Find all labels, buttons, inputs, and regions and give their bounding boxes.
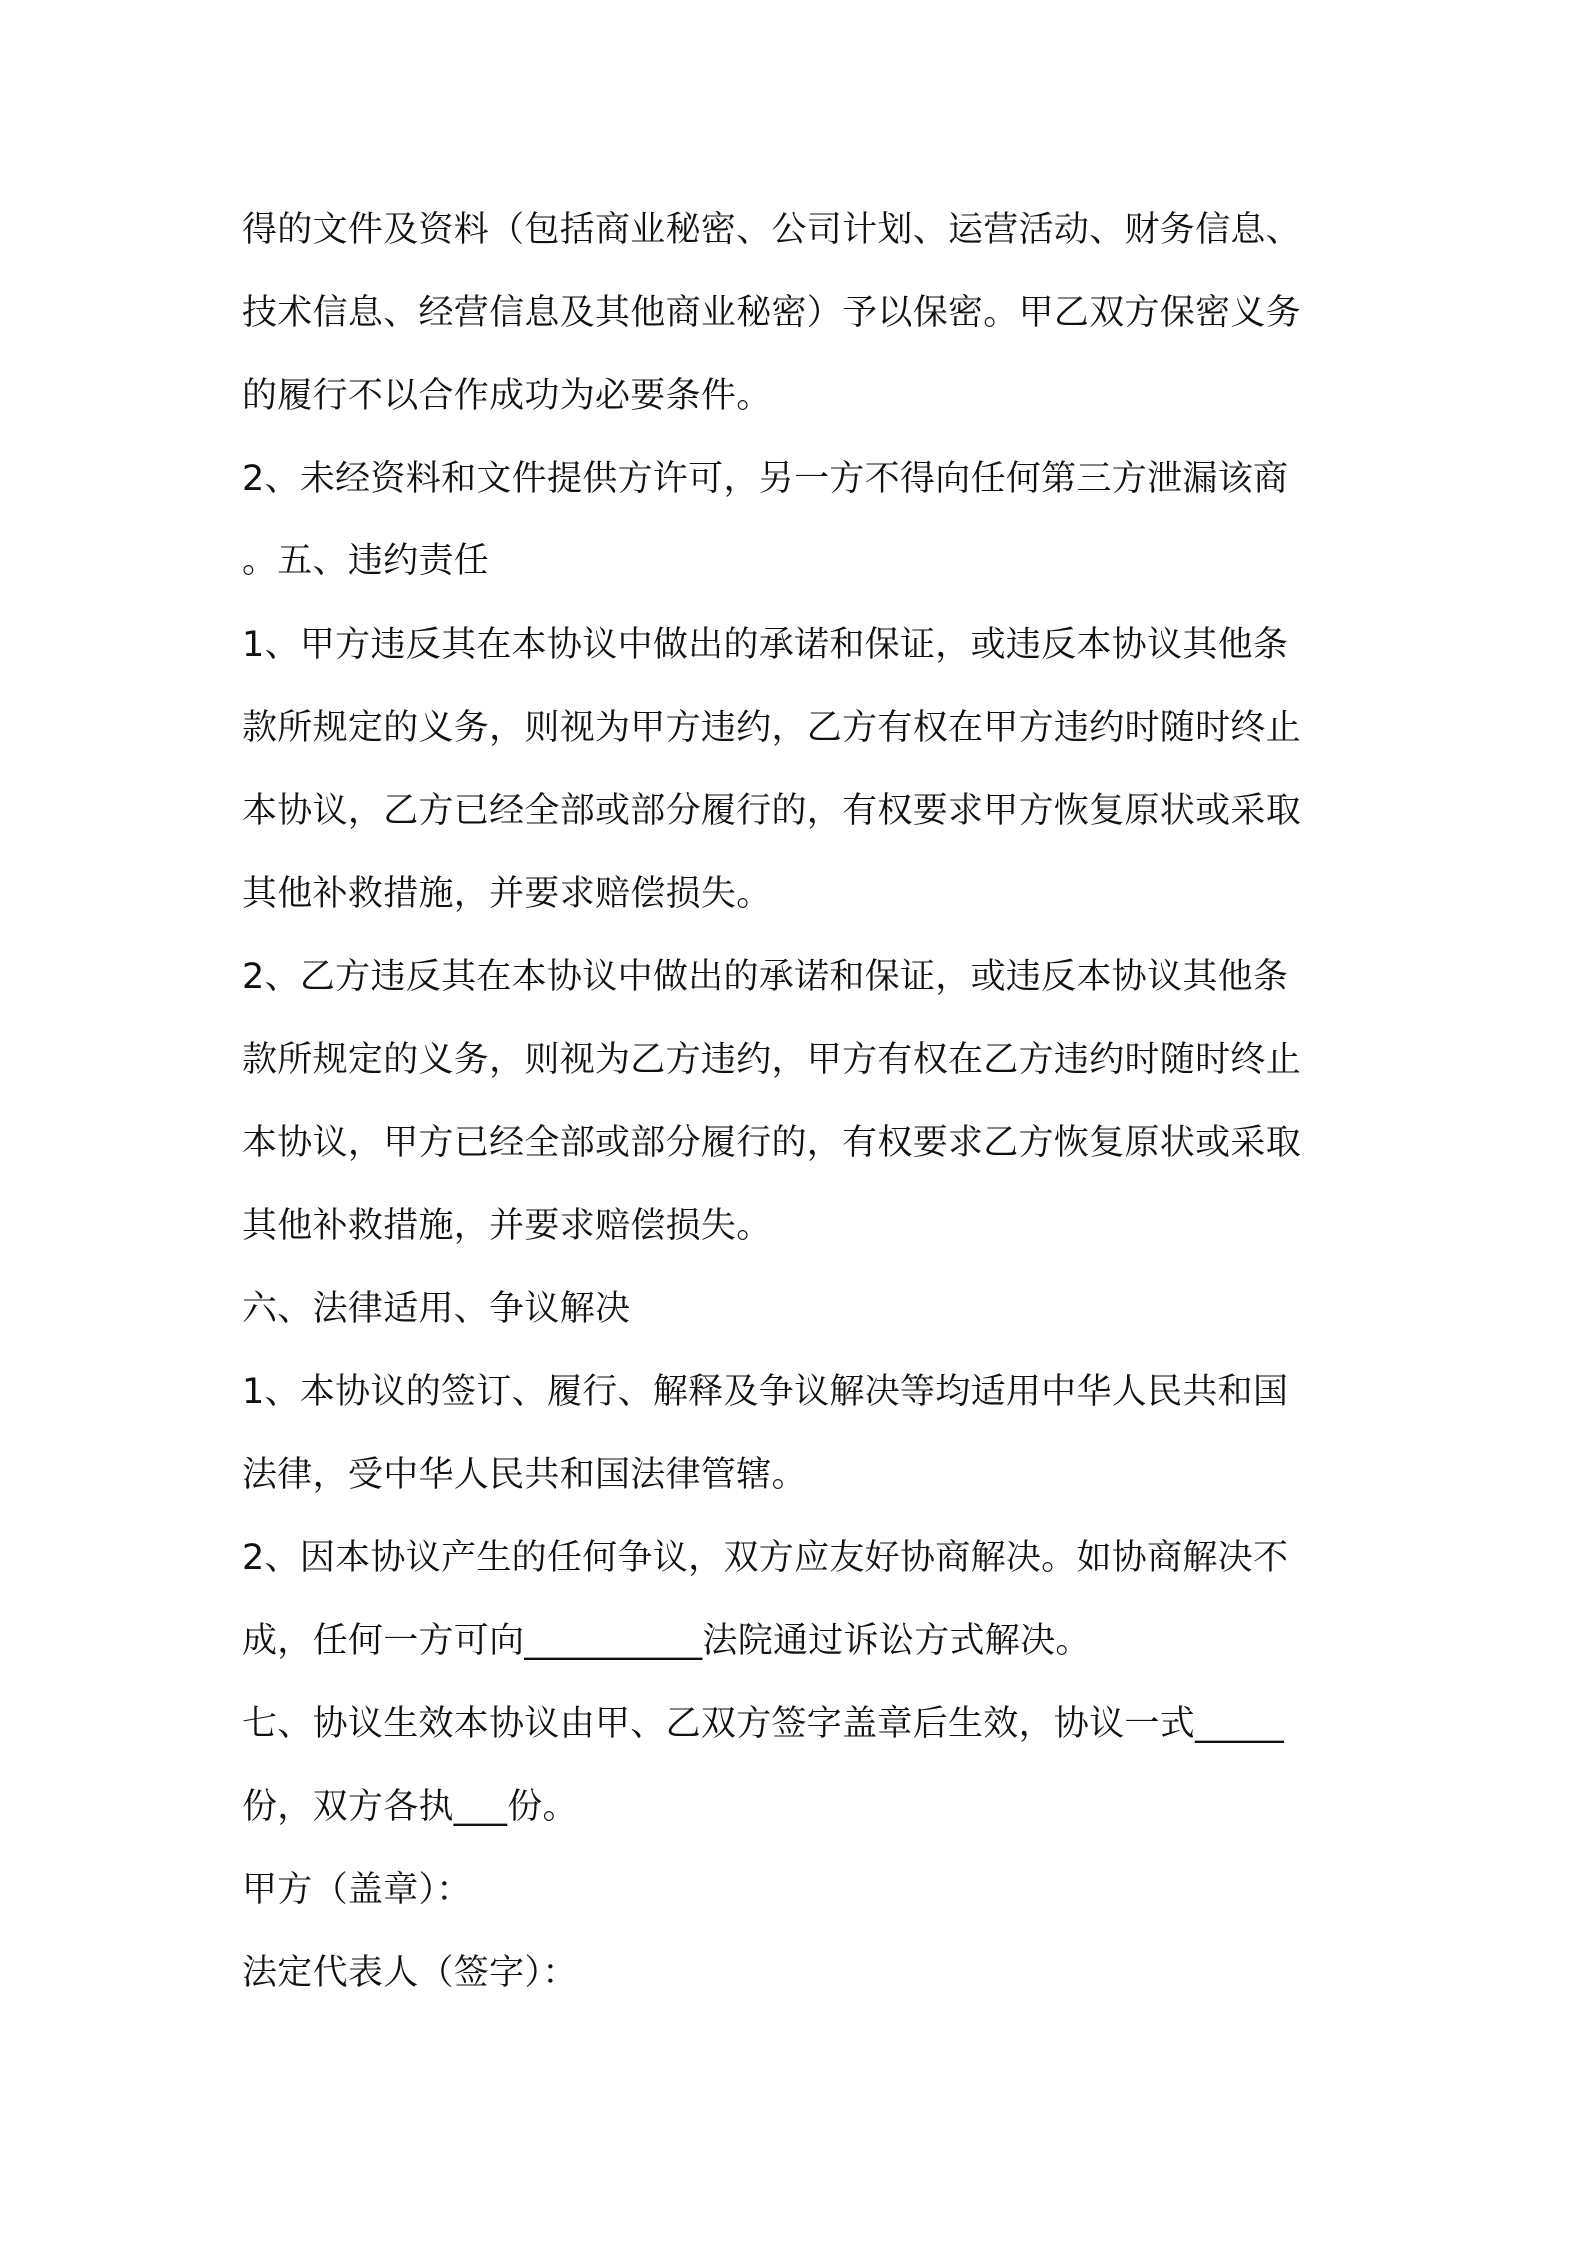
text-line: 1、本协议的签订、履行、解释及争议解决等均适用中华人民共和国 (242, 1372, 1289, 1412)
text-line: 本协议，甲方已经全部或部分履行的，有权要求乙方恢复原状或采取 (242, 1123, 1302, 1163)
party-a-seal-label: 甲方（盖章）： (242, 1870, 472, 1910)
text-line: 法律，受中华人民共和国法律管辖。 (242, 1455, 807, 1495)
section-heading: 六、法律适用、争议解决 (242, 1289, 631, 1329)
text-line: 1、甲方违反其在本协议中做出的承诺和保证，或违反本协议其他条 (242, 625, 1289, 665)
legal-representative-label: 法定代表人（签字）： (242, 1953, 578, 1993)
section-heading: 。五、违约责任 (242, 541, 490, 581)
text-line: 的履行不以合作成功为必要条件。 (242, 376, 772, 416)
text-line: 七、协议生效本协议由甲、乙双方签字盖章后生效，协议一式_____ (242, 1704, 1285, 1744)
text-line: 2、未经资料和文件提供方许可，另一方不得向任何第三方泄漏该商 (242, 459, 1289, 499)
text-line: 其他补救措施，并要求赔偿损失。 (242, 1206, 772, 1246)
text-line: 款所规定的义务，则视为甲方违约，乙方有权在甲方违约时随时终止 (242, 708, 1302, 748)
text-line: 得的文件及资料（包括商业秘密、公司计划、运营活动、财务信息、 (242, 210, 1302, 250)
text-line: 本协议，乙方已经全部或部分履行的，有权要求甲方恢复原状或采取 (242, 791, 1302, 831)
text-line: 款所规定的义务，则视为乙方违约，甲方有权在乙方违约时随时终止 (242, 1040, 1302, 1080)
text-line: 2、乙方违反其在本协议中做出的承诺和保证，或违反本协议其他条 (242, 957, 1289, 997)
text-line: 其他补救措施，并要求赔偿损失。 (242, 874, 772, 914)
text-line: 份，双方各执___份。 (242, 1787, 578, 1827)
text-line: 技术信息、经营信息及其他商业秘密）予以保密。甲乙双方保密义务 (242, 293, 1302, 333)
text-line: 成，任何一方可向__________法院通过诉讼方式解决。 (242, 1621, 1091, 1661)
text-line: 2、因本协议产生的任何争议，双方应友好协商解决。如协商解决不 (242, 1538, 1289, 1578)
